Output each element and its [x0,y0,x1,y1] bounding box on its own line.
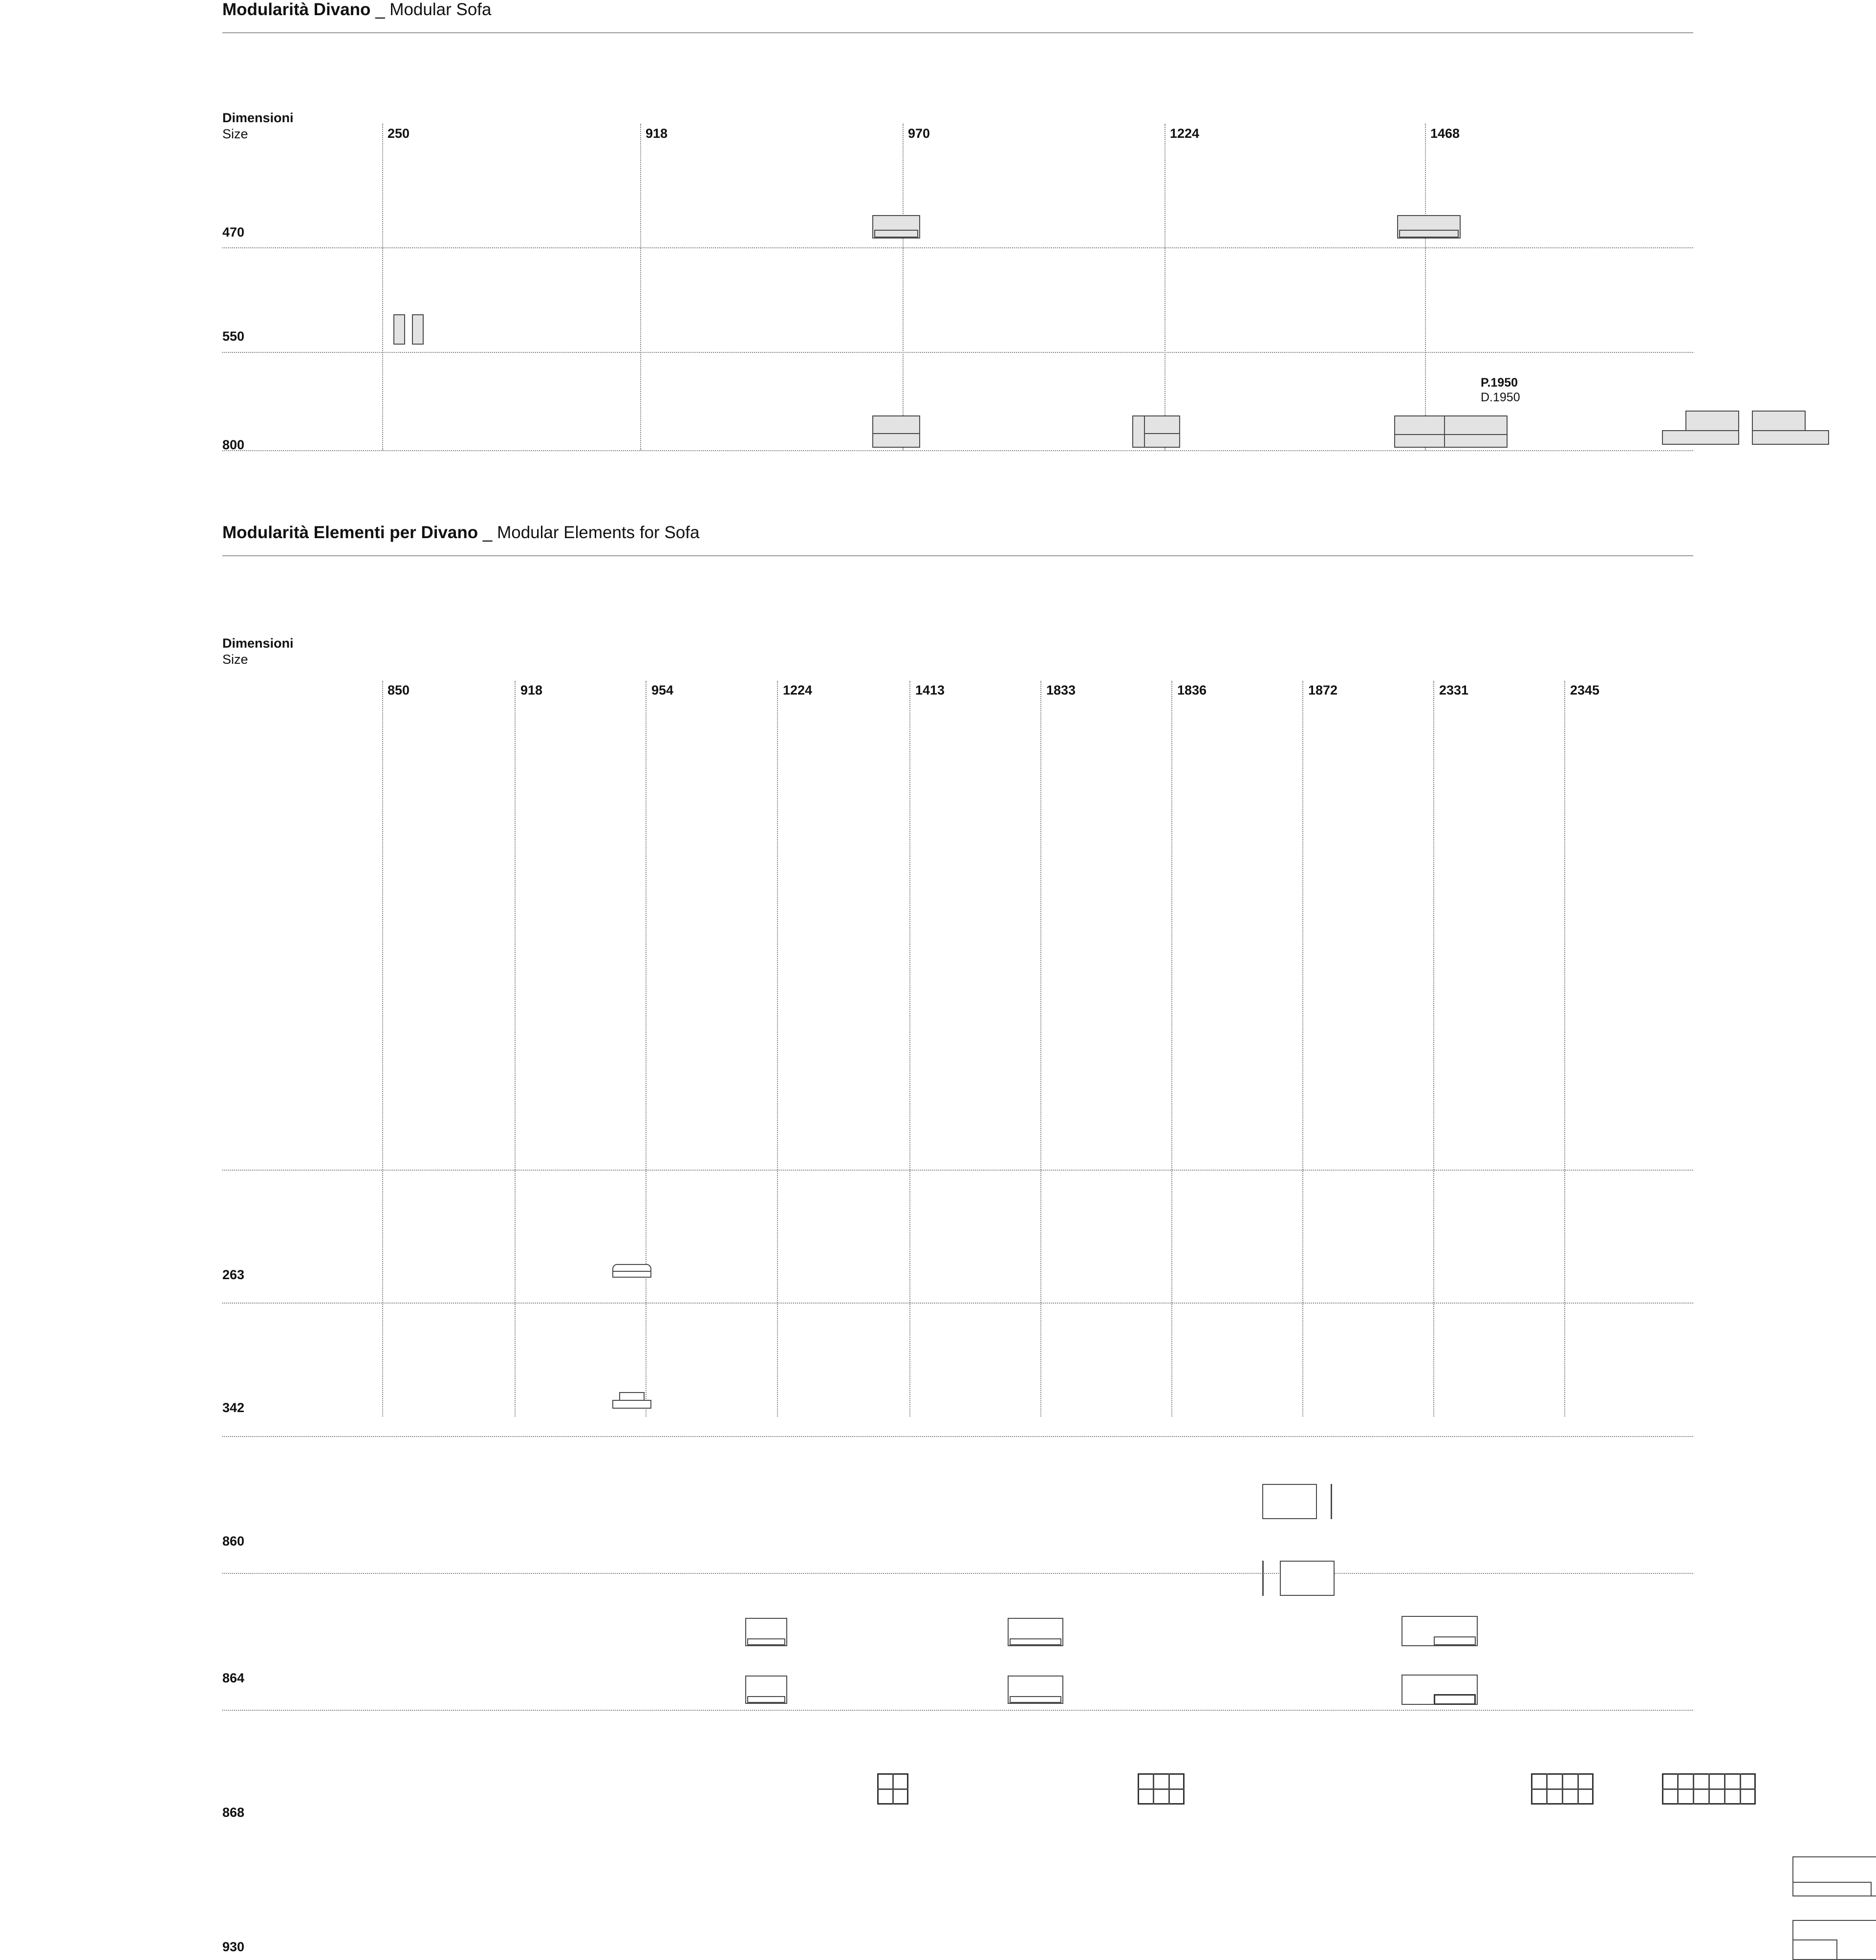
column-header-970: 970 [908,126,930,141]
grid-vline-5 [1425,124,1426,450]
grid-hline-1 [222,247,1693,248]
dimension-label [222,110,294,142]
grid-vline-2 [640,124,641,450]
glyph-sofa-918x800 [872,415,920,448]
grid2-vline-7 [1171,681,1172,1416]
section-title-2-it: Modularità Elementi per Divano [222,523,478,542]
code-annotation-en: D.1950 [1481,391,1520,404]
glyph-element-1836x864-b [1402,1675,1478,1705]
glyph-sofa-1224x470 [1397,215,1461,239]
glyph-element-1224x864-b [1008,1676,1063,1704]
dimension-label-2 [222,635,294,668]
grid2-vline-1 [382,681,383,1416]
glyph-sofa-918x470 [872,215,920,239]
grid2-vline-10 [1564,681,1565,1416]
section-title-it: Modularità Divano [222,0,371,19]
glyph-element-1224x864-a [1008,1618,1063,1646]
row-header-864: 864 [222,1671,245,1685]
column-header-1224: 1224 [1170,126,1200,141]
section-title-en: Modular Sofa [389,0,492,19]
row-header-868: 868 [222,1805,245,1820]
grid2-vline-9 [1433,681,1434,1416]
grid2-hline-860 [222,1436,1693,1437]
dimension-label-2-it: Dimensioni [222,636,294,651]
grid2-vline-3 [646,681,647,1416]
grid-vline-4 [1164,124,1165,450]
grid-hline-3 [222,450,1693,451]
glyph-element-2345x930-a [1792,1856,1876,1896]
glyph-element-850x342 [612,1392,651,1413]
row-header-930: 930 [222,1939,245,1954]
dimension-label-en: Size [222,127,248,141]
glyph-element-1413x868 [1138,1773,1185,1805]
glyph-element-2345x930-b [1792,1920,1876,1960]
grid-vline-3 [903,124,904,450]
column-header-1413: 1413 [915,683,945,697]
column-header-2331: 2331 [1439,683,1469,697]
grid-vline-1 [382,124,383,450]
grid2-vline-5 [909,681,910,1416]
glyph-element-1833x860-a [1262,1484,1336,1519]
row-header-550: 550 [222,329,245,344]
section-title-2-en: Modular Elements for Sofa [497,523,700,542]
section-title [222,0,1693,20]
grid2-vline-6 [1040,681,1041,1416]
row-header-860: 860 [222,1534,245,1548]
row-header-342: 342 [222,1400,245,1415]
code-annotation-it: P.1950 [1481,376,1518,390]
column-header-918: 918 [646,126,668,141]
glyph-element-850x263 [612,1264,651,1280]
glyph-element-954x868 [877,1773,908,1805]
section-title-2-sep: _ [478,523,497,542]
row-header-470: 470 [222,225,245,240]
grid2-vline-4 [777,681,778,1416]
dimension-matrix [222,33,1693,452]
grid2-hline-868 [222,1710,1693,1711]
glyph-sofa-1468x800-a [1662,411,1740,448]
glyph-element-1836x864-a [1402,1616,1478,1646]
column-header-250: 250 [388,126,410,141]
glyph-sofa-corner-970x800 [1132,415,1180,448]
column-header-918b: 918 [520,683,543,697]
dimension-label-2-en: Size [222,652,248,667]
column-header-954: 954 [651,683,674,697]
column-header-2345: 2345 [1570,683,1600,697]
glyph-sofa-1224x800-b [1444,415,1508,448]
grid2-hline-342 [222,1303,1693,1304]
grid2-hline-864 [222,1573,1693,1574]
glyph-element-1872x868 [1531,1773,1594,1805]
column-header-1468: 1468 [1430,126,1460,141]
column-header-850: 850 [388,683,410,697]
column-header-1224b: 1224 [783,683,813,697]
glyph-armrest-pair-250x550 [393,314,426,345]
grid2-vline-2 [515,681,516,1416]
column-header-1836: 1836 [1177,683,1207,697]
section-title-sep: _ [370,0,390,19]
section-modular-elements [222,523,1693,1954]
grid2-hline-263 [222,1170,1693,1171]
dimension-matrix-2 [222,556,1693,1954]
section-modular-sofa [222,0,1693,452]
glyph-sofa-1468x800-b [1752,411,1830,448]
glyph-element-2331x868 [1662,1773,1756,1805]
column-header-1833: 1833 [1046,683,1076,697]
dimension-label-it: Dimensioni [222,110,294,125]
code-annotation-p1950 [1481,375,1520,405]
glyph-element-918x864-a [745,1618,787,1646]
row-header-800: 800 [222,437,245,452]
glyph-element-918x864-b [745,1676,787,1704]
glyph-element-1833x860-b [1262,1561,1336,1596]
row-header-263: 263 [222,1267,245,1282]
column-header-1872: 1872 [1308,683,1338,697]
section-title-2 [222,523,1693,543]
grid-hline-2 [222,352,1693,353]
grid2-vline-8 [1302,681,1303,1416]
